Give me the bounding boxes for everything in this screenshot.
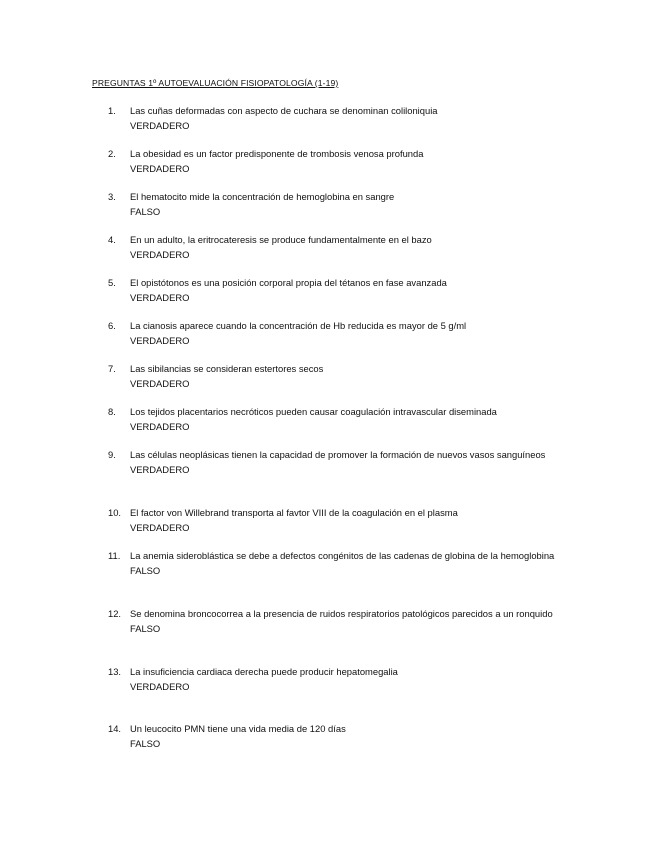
question-text: Las células neoplásicas tienen la capacidad de promover la formación de nuevos vasos sanguíneos [130,449,546,460]
question-item [108,362,564,391]
question-text: El hematocito mide la concentración de hemoglobina en sangre [130,191,395,202]
question-item [108,319,564,348]
question-item [108,405,564,434]
question-number: 10. [108,507,122,518]
question-number: 5. [108,277,116,288]
question-answer: VERDADERO [130,162,190,174]
question-answer: VERDADERO [130,420,190,432]
question-answer: VERDADERO [130,680,190,692]
question-text: Los tejidos placentarios necróticos pueden causar coagulación intravascular diseminada [130,406,497,417]
question-number: 7. [108,363,116,374]
question-number: 1. [108,105,116,116]
question-number: 6. [108,320,116,331]
question-number: 13. [108,666,122,677]
question-answer: FALSO [130,564,161,576]
question-number: 14. [108,723,122,734]
question-item [108,190,564,219]
document-title: PREGUNTAS 1º AUTOEVALUACIÓN FISIOPATOLOGÍA (1-19) [92,78,339,88]
question-item [108,147,564,176]
question-answer: VERDADERO [130,119,190,131]
question-item [108,448,564,477]
question-answer: VERDADERO [130,334,190,346]
question-number: 3. [108,191,116,202]
question-text: La cianosis aparece cuando la concentración de Hb reducida es mayor de 5 g/ml [130,320,467,331]
question-text: Un leucocito PMN tiene una vida media de 120 días [130,723,346,734]
question-text: Las sibilancias se consideran estertores secos [130,363,324,374]
question-number: 8. [108,406,116,417]
question-text: El opistótonos es una posición corporal propia del tétanos en fase avanzada [130,277,447,288]
question-number: 11. [108,550,121,561]
question-text: En un adulto, la eritrocateresis se produce fundamentalmente en el bazo [130,234,432,245]
question-text: La obesidad es un factor predisponente de trombosis venosa profunda [130,148,424,159]
question-item [108,549,564,578]
question-text: La anemia sideroblástica se debe a defectos congénitos de las cadenas de globina de la hemoglobina [130,550,555,561]
question-item [108,607,564,636]
question-text: La insuficiencia cardiaca derecha puede producir hepatomegalia [130,666,398,677]
question-item [108,665,564,694]
question-answer: VERDADERO [130,521,190,533]
question-text: El factor von Willebrand transporta al favtor VIII de la coagulación en el plasma [130,507,458,518]
question-answer: FALSO [130,205,161,217]
question-answer: VERDADERO [130,463,190,475]
question-answer: VERDADERO [130,248,190,260]
question-answer: FALSO [130,622,161,634]
question-text: Las cuñas deformadas con aspecto de cuchara se denominan coliloniquia [130,105,438,116]
question-number: 2. [108,148,116,159]
question-item [108,722,564,751]
question-item [108,506,564,535]
question-number: 9. [108,449,116,460]
question-item [108,233,564,262]
question-answer: FALSO [130,737,161,749]
question-number: 4. [108,234,116,245]
question-text: Se denomina broncocorrea a la presencia de ruidos respiratorios patológicos parecidos a un ronquido [130,608,553,619]
question-item [108,276,564,305]
question-number: 12. [108,608,122,619]
question-answer: VERDADERO [130,291,190,303]
question-answer: VERDADERO [130,377,190,389]
question-item [108,104,564,133]
